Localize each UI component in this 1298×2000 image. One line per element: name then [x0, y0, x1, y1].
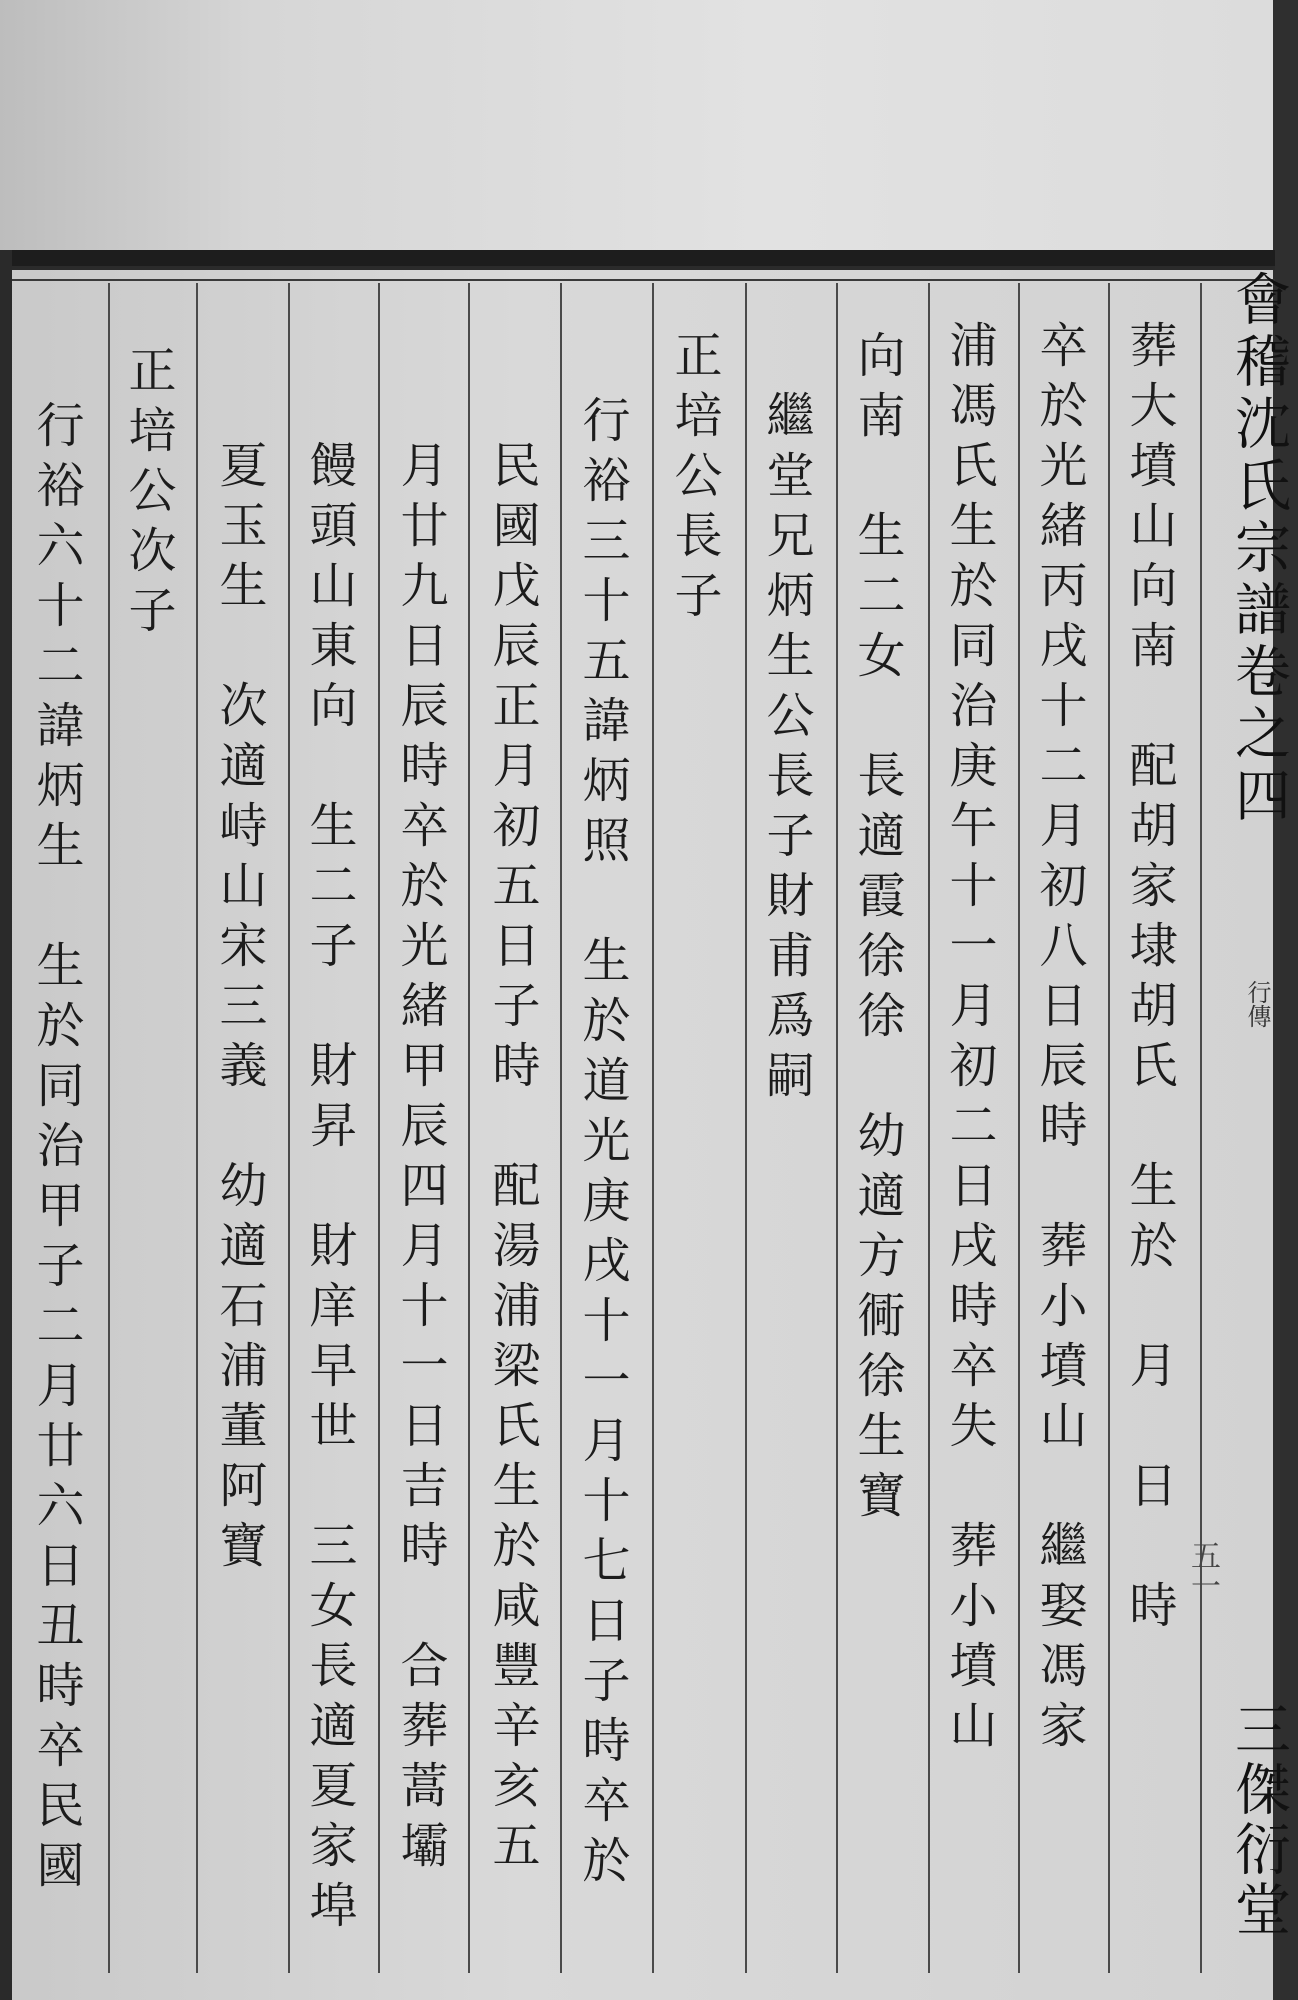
- text-column-7: 行裕三十五諱炳照 生於道光庚戌十一月十七日子時卒於: [574, 395, 630, 1895]
- frame-top-inner-line: [0, 279, 1275, 281]
- generation-heading: 正培公長子: [666, 330, 722, 630]
- column-rule: [468, 283, 470, 1973]
- generation-heading: 正培公次子: [120, 345, 176, 645]
- frame-left-border: [0, 250, 12, 2000]
- hall-name: 三傑衍堂: [1226, 1700, 1291, 1940]
- section-label: 行傳: [1243, 980, 1271, 1028]
- text-column-8: 民國戊辰正月初五日子時 配湯浦梁氏生於咸豐辛亥五: [484, 440, 540, 1880]
- column-rule: [378, 283, 380, 1973]
- column-rule: [288, 283, 290, 1973]
- column-rule: [836, 283, 838, 1973]
- text-column-2: 卒於光緒丙戌十二月初八日辰時 葬小墳山 繼娶馮家: [1031, 320, 1087, 1760]
- text-column-1: 葬大墳山向南 配胡家埭胡氏 生於 月 日 時: [1121, 320, 1177, 1640]
- column-rule: [1200, 283, 1202, 1973]
- text-column-9: 月廿九日辰時卒於光緒甲辰四月十一日吉時 合葬蒿壩: [392, 440, 448, 1880]
- column-rule: [560, 283, 562, 1973]
- column-rule: [1108, 283, 1110, 1973]
- column-rule: [108, 283, 110, 1973]
- page-number: 五一: [1185, 1540, 1220, 1600]
- text-column-4: 向南 生二女 長適霞徐徐 幼適方衕徐生寶: [849, 330, 905, 1530]
- text-column-3: 浦馮氏生於同治庚午十一月初二日戌時卒失 葬小墳山: [941, 320, 997, 1760]
- column-rule: [196, 283, 198, 1973]
- blank-top-margin: [0, 0, 1275, 250]
- column-rule: [1018, 283, 1020, 1973]
- text-column-13: 行裕六十二諱炳生 生於同治甲子二月廿六日丑時卒民國: [28, 400, 84, 1900]
- frame-top-border: [0, 250, 1275, 270]
- book-title: 會稽沈氏宗譜卷之四: [1226, 270, 1291, 828]
- column-rule: [928, 283, 930, 1973]
- text-column-10: 饅頭山東向 生二子 財昇 財庠早世 三女長適夏家埠: [301, 440, 357, 1940]
- text-column-5: 繼堂兄炳生公長子財甫爲嗣: [758, 390, 814, 1110]
- column-rule: [745, 283, 747, 1973]
- column-rule: [652, 283, 654, 1973]
- text-column-11: 夏玉生 次適峙山宋三義 幼適石浦董阿寶: [211, 440, 267, 1580]
